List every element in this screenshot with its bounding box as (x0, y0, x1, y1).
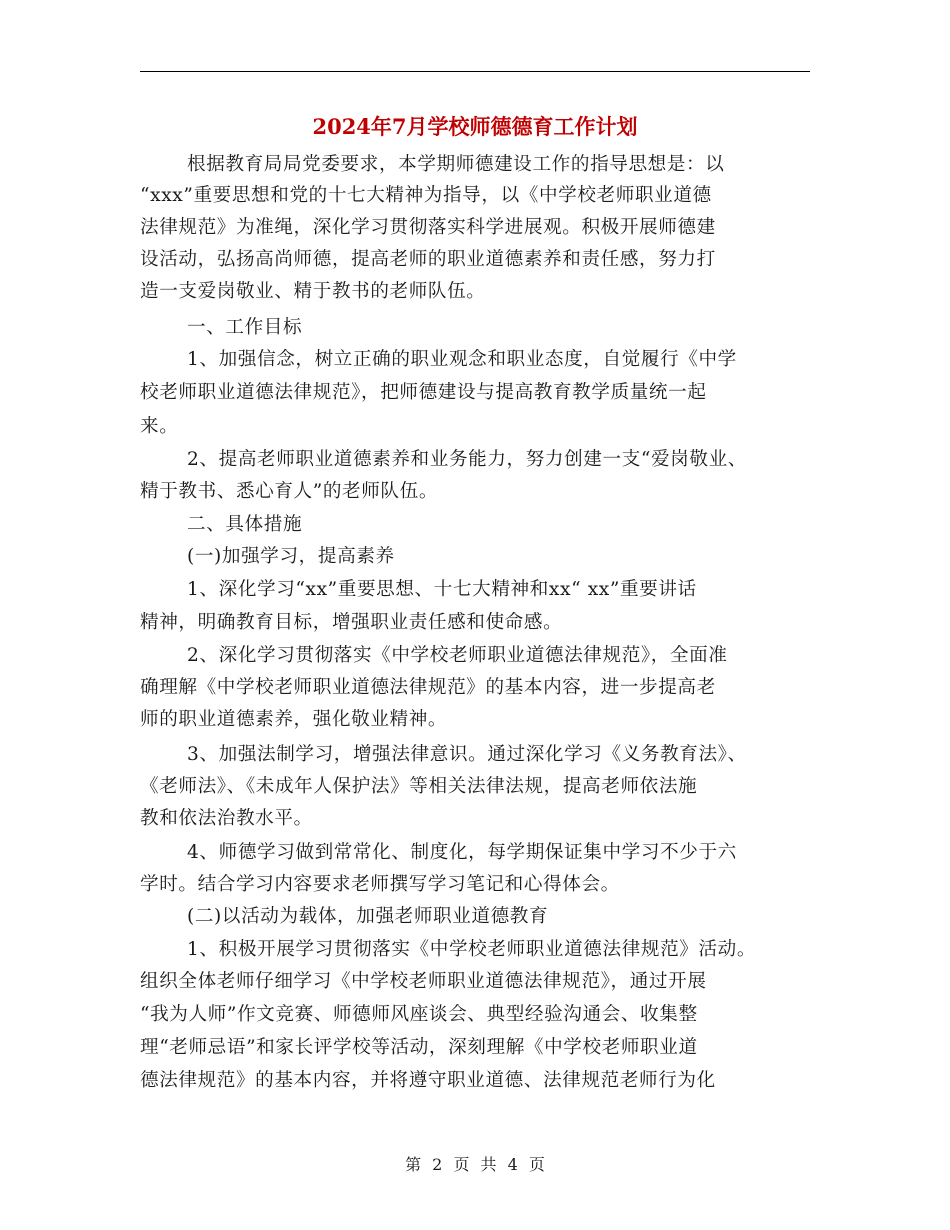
body-line: 3、加强法制学习，增强法律意识。通过深化学习《义务教育法》、 (187, 744, 747, 765)
body-line: 师的职业道德素养，强化敬业精神。 (140, 709, 448, 730)
body-line: 设活动，弘扬高尚师德，提高老师的职业道德素养和责任感，努力打 (140, 249, 716, 270)
body-line: 组织全体老师仔细学习《中学校老师职业道德法律规范》，通过开展 (140, 971, 707, 992)
body-line: 精神，明确教育目标，增强职业责任感和使命感。 (140, 612, 563, 633)
page-number: 第 2 页 共 4 页 (405, 1155, 545, 1174)
body-line: 理“老师忌语”和家长评学校等活动，深刻理解《中学校老师职业道 (140, 1037, 698, 1058)
body-line: 1、积极开展学习贯彻落实《中学校老师职业道德法律规范》活动。 (187, 939, 757, 960)
body-line: 校老师职业道德法律规范》，把师德建设与提高教育教学质量统一起 (140, 382, 707, 403)
subsection-heading: (二)以活动为载体，加强老师职业道德教育 (187, 906, 549, 927)
body-line: 2、提高老师职业道德素养和业务能力，努力创建一支“爱岗敬业、 (187, 449, 747, 470)
body-line: 教和依法治教水平。 (140, 808, 313, 829)
body-line: 4、师德学习做到常常化、制度化，每学期保证集中学习不少于六 (187, 842, 737, 863)
subsection-heading: (一)加强学习，提高素养 (187, 546, 395, 567)
body-line: “xxx”重要思想和党的十七大精神为指导，以《中学校老师职业道德 (140, 185, 712, 206)
body-line: 2、深化学习贯彻落实《中学校老师职业道德法律规范》，全面准 (187, 645, 728, 666)
section-heading: 一、工作目标 (187, 317, 303, 338)
body-line: 根据教育局局党委要求，本学期师德建设工作的指导思想是：以 (187, 154, 725, 175)
body-line: 精于教书、悉心育人”的老师队伍。 (140, 481, 439, 502)
header-rule (140, 71, 810, 72)
body-line: 1、加强信念，树立正确的职业观念和职业态度，自觉履行《中学 (187, 349, 737, 370)
body-line: “我为人师”作文竞赛、师德师风座谈会、典型经验沟通会、收集整 (140, 1004, 698, 1025)
body-line: 造一支爱岗敬业、精于教书的老师队伍。 (140, 281, 486, 302)
document-title: 2024年7月学校师德德育工作计划 (312, 114, 638, 139)
body-line: 法律规范》为准绳，深化学习贯彻落实科学进展观。积极开展师德建 (140, 217, 716, 238)
body-line: 《老师法》、《未成年人保护法》等相关法律法规，提高老师依法施 (140, 776, 698, 797)
body-line: 1、深化学习“xx”重要思想、十七大精神和xx“ xx”重要讲话 (187, 579, 697, 600)
body-line: 确理解《中学校老师职业道德法律规范》的基本内容，进一步提高老 (140, 677, 716, 698)
body-line: 来。 (140, 416, 179, 437)
body-line: 德法律规范》的基本内容，并将遵守职业道德、法律规范老师行为化 (140, 1070, 716, 1091)
section-heading: 二、具体措施 (187, 514, 303, 535)
body-line: 学时。结合学习内容要求老师撰写学习笔记和心得体会。 (140, 874, 620, 895)
